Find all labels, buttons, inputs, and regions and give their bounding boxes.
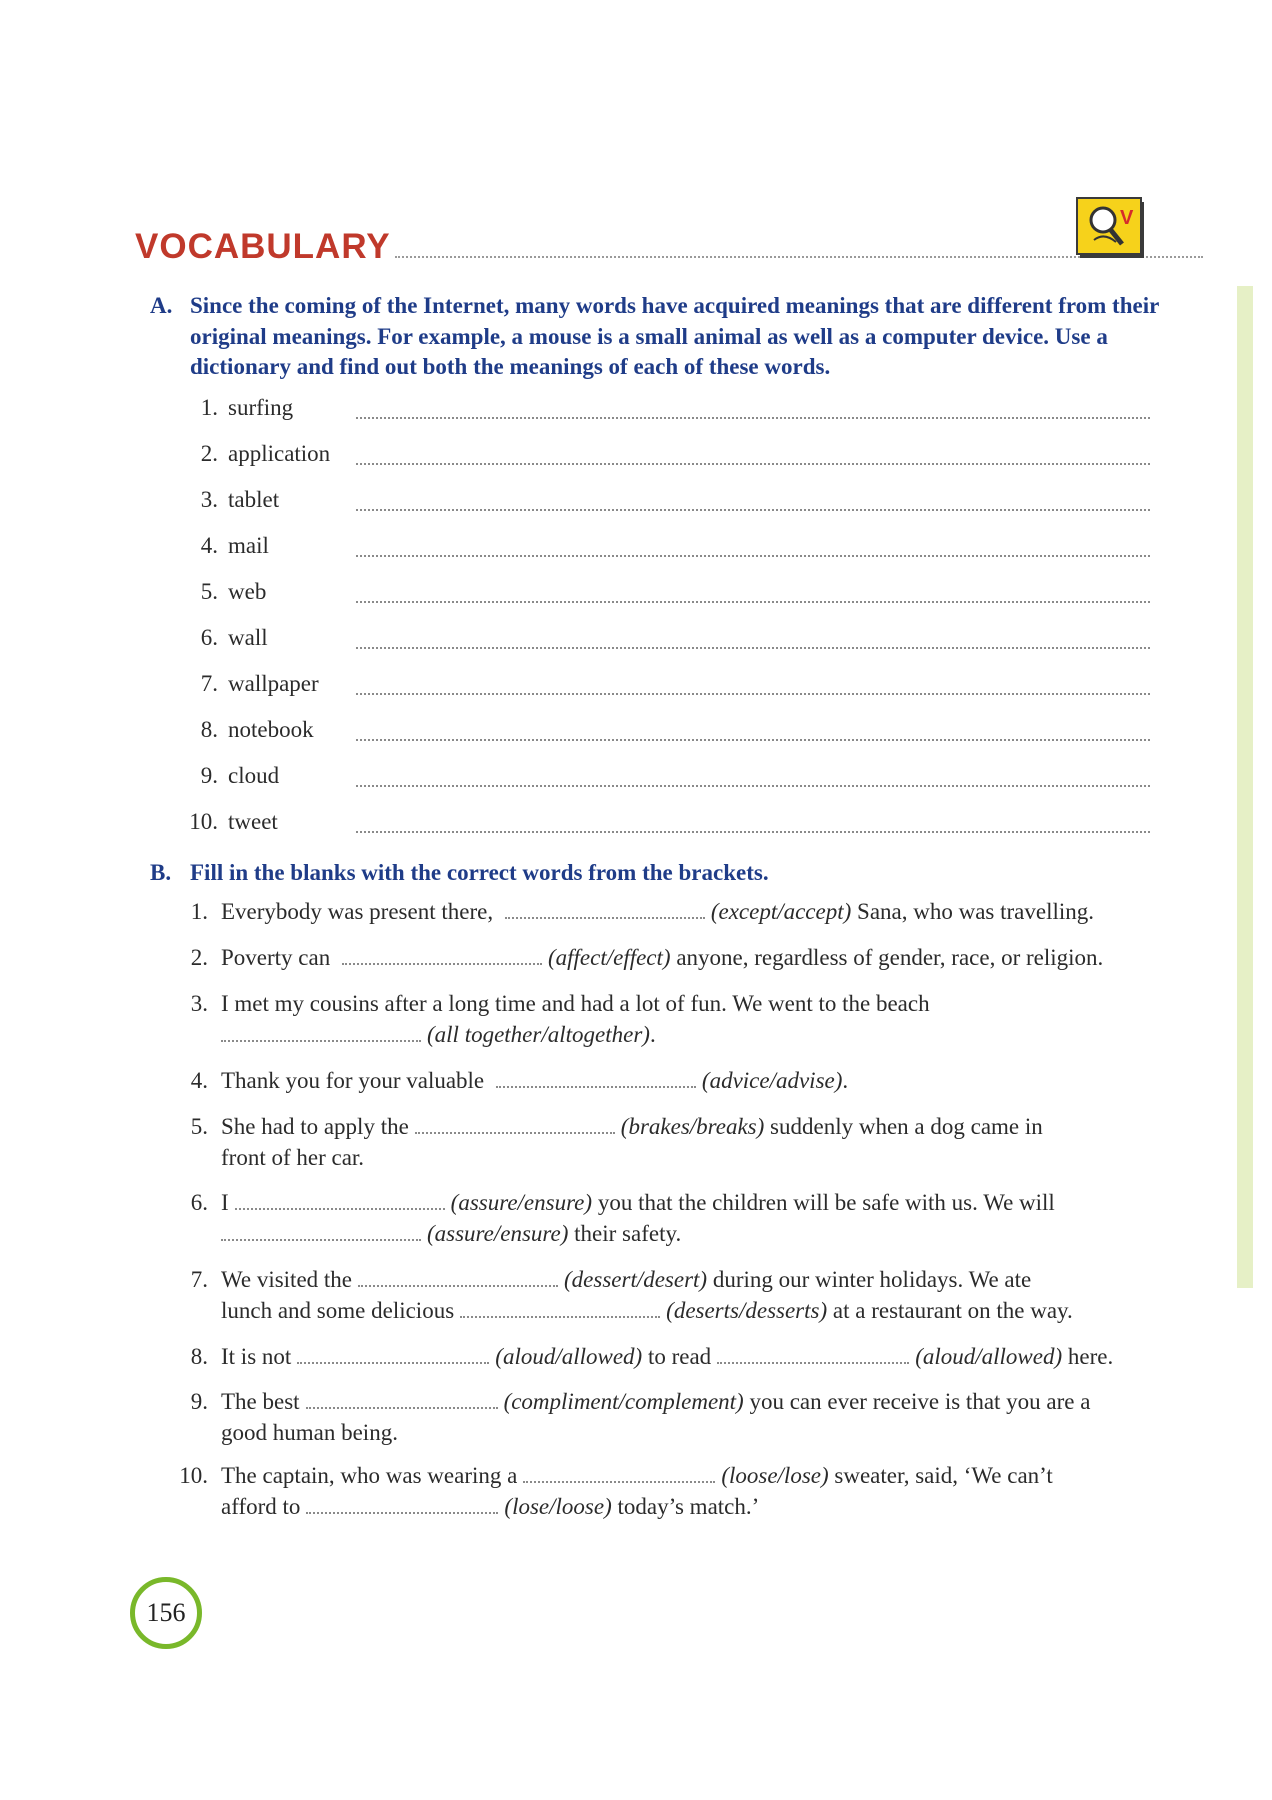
option-text: (aloud/allowed): [495, 1344, 643, 1369]
section-b-letter: B.: [150, 860, 172, 885]
item-number: 7.: [200, 671, 218, 696]
vocab-word: wallpaper: [228, 671, 319, 696]
item-text: lunch and some delicious: [221, 1298, 455, 1323]
word-item: [150, 761, 1150, 801]
item-text: The captain, who was wearing a: [221, 1463, 518, 1488]
item-text: Everybody was present there,: [221, 899, 494, 924]
item-number: 1.: [190, 899, 208, 924]
svg-text:V: V: [1120, 207, 1134, 229]
word-item: [150, 577, 1150, 617]
item-text: at a restaurant on the way.: [832, 1298, 1073, 1323]
side-margin-bar: [1237, 286, 1253, 1288]
option-text: (except/accept): [710, 899, 852, 924]
section-b-instruction: Fill in the blanks with the correct words from the brackets.: [190, 860, 769, 885]
word-item: [150, 807, 1150, 847]
option-text: (assure/ensure): [427, 1221, 569, 1246]
item-number: 9.: [190, 1389, 208, 1414]
option-text: (brakes/breaks): [620, 1114, 765, 1139]
answer-blank[interactable]: [342, 945, 542, 965]
item-number: 1.: [200, 395, 218, 420]
item-text: today’s match.’: [617, 1494, 760, 1519]
item-text: I met my cousins after a long time and had a lot of fun. We went to the beach: [221, 991, 930, 1016]
answer-blank[interactable]: [306, 1389, 498, 1409]
answer-dotted-line[interactable]: [356, 831, 1150, 833]
item-text: here.: [1067, 1344, 1114, 1369]
word-item: [150, 485, 1150, 525]
answer-blank[interactable]: [717, 1344, 909, 1364]
item-number: 3.: [190, 991, 208, 1016]
item-text: sweater, said, ‘We can’t: [834, 1463, 1053, 1488]
section-a-instruction: Since the coming of the Internet, many words have acquired meanings that are different from their original meanings. For example, a mouse is a small animal as well as a computer device. Use a dictionary and find out both the meanings of each of these words.: [190, 293, 1159, 379]
vocab-word: wall: [228, 625, 268, 650]
item-number: 7.: [190, 1267, 208, 1292]
answer-dotted-line[interactable]: [356, 463, 1150, 465]
item-text: to read: [647, 1344, 712, 1369]
item-number: 8.: [190, 1344, 208, 1369]
answer-blank[interactable]: [460, 1298, 660, 1318]
page-title: VOCABULARY: [135, 227, 391, 266]
item-text: you can ever receive is that you are a: [749, 1389, 1091, 1414]
option-text: (compliment/complement): [503, 1389, 744, 1414]
answer-blank[interactable]: [523, 1463, 715, 1483]
item-text: suddenly when a dog came in: [770, 1114, 1043, 1139]
item-number: 2.: [190, 945, 208, 970]
option-text: (deserts/desserts): [666, 1298, 828, 1323]
answer-dotted-line[interactable]: [356, 555, 1150, 557]
vocab-word: surfing: [228, 395, 294, 420]
item-number: 8.: [200, 717, 218, 742]
item-text: front of her car.: [221, 1145, 365, 1170]
item-number: 6.: [190, 1190, 208, 1215]
word-item: [150, 669, 1150, 709]
page-number-badge: [130, 1577, 202, 1649]
answer-blank[interactable]: [496, 1068, 696, 1088]
answer-dotted-line[interactable]: [356, 785, 1150, 787]
answer-dotted-line[interactable]: [356, 509, 1150, 511]
section-a-letter: A.: [150, 293, 173, 318]
item-text: Sana, who was travelling.: [857, 899, 1095, 924]
item-number: 9.: [200, 763, 218, 788]
answer-blank[interactable]: [358, 1267, 558, 1287]
vocab-word: notebook: [228, 717, 314, 742]
option-text: (lose/loose): [504, 1494, 612, 1519]
item-number: 4.: [200, 533, 218, 558]
item-number: 2.: [200, 441, 218, 466]
answer-blank[interactable]: [306, 1494, 498, 1514]
item-text: you that the children will be safe with us. We will: [597, 1190, 1055, 1215]
vocab-word: web: [228, 579, 267, 604]
answer-blank[interactable]: [505, 899, 705, 919]
option-text: (aloud/allowed): [915, 1344, 1063, 1369]
item-text: She had to apply the: [221, 1114, 409, 1139]
answer-blank[interactable]: [415, 1114, 615, 1134]
option-text: (loose/lose): [721, 1463, 829, 1488]
word-item: [150, 531, 1150, 571]
option-text: (dessert/desert): [564, 1267, 708, 1292]
item-number: 3.: [200, 487, 218, 512]
option-text: (all together/altogether): [427, 1022, 650, 1047]
answer-dotted-line[interactable]: [356, 693, 1150, 695]
answer-blank[interactable]: [221, 1022, 421, 1042]
item-text: their safety.: [574, 1221, 682, 1246]
answer-dotted-line[interactable]: [356, 647, 1150, 649]
item-text: Thank you for your valuable: [221, 1068, 485, 1093]
option-text: (affect/effect): [547, 945, 671, 970]
vocab-word: application: [228, 441, 331, 466]
item-text: I: [221, 1190, 229, 1215]
dictionary-magnifier-icon: [1076, 196, 1148, 262]
vocab-word: mail: [228, 533, 269, 558]
item-text: It is not: [221, 1344, 292, 1369]
item-text: Poverty can: [221, 945, 331, 970]
word-item: [150, 623, 1150, 663]
item-number: 10.: [179, 1463, 208, 1488]
item-number: 5.: [200, 579, 218, 604]
answer-blank[interactable]: [221, 1221, 421, 1241]
item-number: 6.: [200, 625, 218, 650]
vocab-word: tweet: [228, 809, 278, 834]
answer-dotted-line[interactable]: [356, 739, 1150, 741]
word-item: [150, 439, 1150, 479]
answer-blank[interactable]: [235, 1190, 445, 1210]
item-text: .: [842, 1068, 849, 1093]
item-text: We visited the: [221, 1267, 353, 1292]
answer-blank[interactable]: [297, 1344, 489, 1364]
item-number: 5.: [190, 1114, 208, 1139]
item-number: 10.: [189, 809, 218, 834]
item-text: .: [649, 1022, 656, 1047]
vocab-word: tablet: [228, 487, 280, 512]
option-text: (assure/ensure): [450, 1190, 593, 1215]
word-item: [150, 393, 1150, 433]
item-text: good human being.: [221, 1420, 398, 1445]
item-text: The best: [221, 1389, 300, 1414]
item-number: 4.: [190, 1068, 208, 1093]
section-header: [135, 222, 1153, 272]
vocab-word: cloud: [228, 763, 280, 788]
option-text: (advice/advise): [701, 1068, 843, 1093]
item-text: anyone, regardless of gender, race, or religion.: [676, 945, 1104, 970]
word-item: [150, 715, 1150, 755]
item-text: afford to: [221, 1494, 301, 1519]
answer-dotted-line[interactable]: [356, 601, 1150, 603]
page-number: 156: [146, 1598, 186, 1627]
answer-dotted-line[interactable]: [356, 417, 1150, 419]
item-text: during our winter holidays. We ate: [712, 1267, 1032, 1292]
